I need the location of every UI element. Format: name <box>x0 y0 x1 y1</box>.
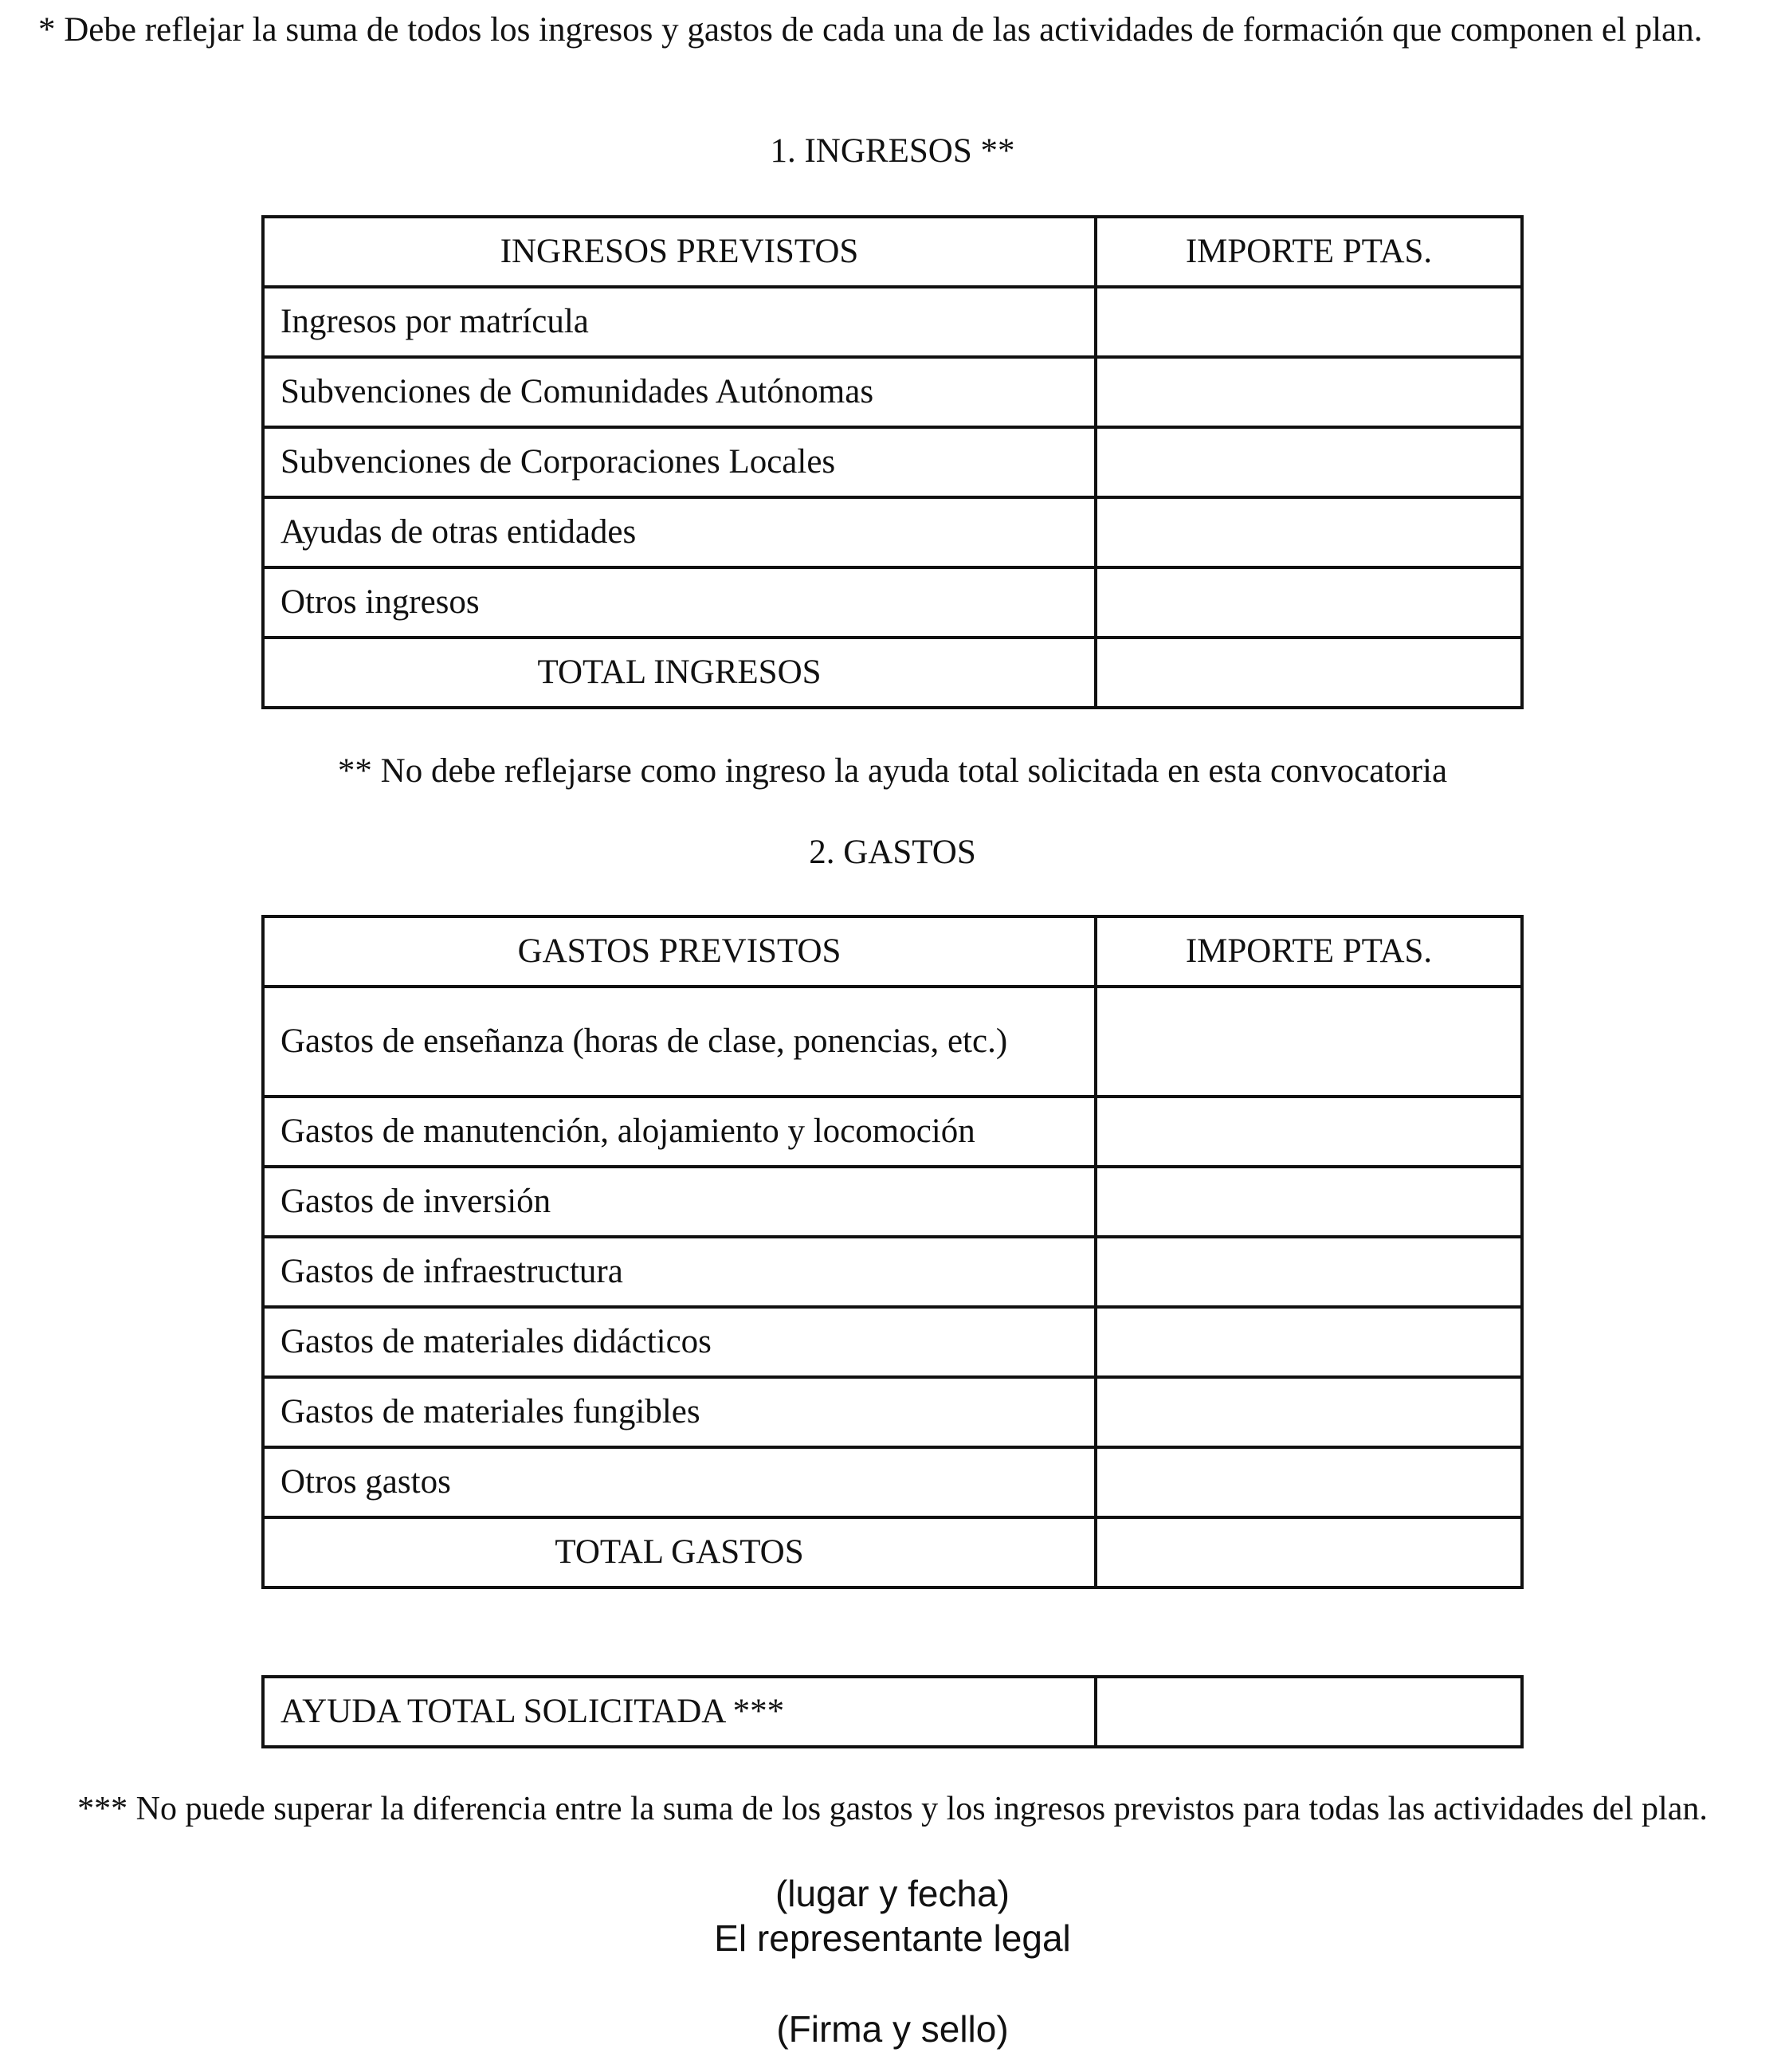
table-row <box>263 567 1522 638</box>
ayuda-row <box>263 1677 1522 1747</box>
table-header-row <box>263 916 1522 987</box>
table-row <box>263 1167 1522 1237</box>
total-row <box>263 1517 1522 1587</box>
column-header-amount: IMPORTE PTAS. <box>1096 217 1522 287</box>
table-row <box>263 1307 1522 1377</box>
table-header-row <box>263 217 1522 287</box>
row-label: Ingresos por matrícula <box>263 287 1096 357</box>
total-gastos-label: TOTAL GASTOS <box>263 1517 1096 1587</box>
amount-field[interactable] <box>1096 1097 1522 1167</box>
column-header-concept: INGRESOS PREVISTOS <box>263 217 1096 287</box>
place-date-line: (lugar y fecha) <box>775 1873 1010 1914</box>
row-label: Gastos de enseñanza (horas de clase, ponencias, etc.) <box>263 987 1096 1097</box>
ingresos-section-title: 1. INGRESOS ** <box>770 132 1015 170</box>
row-label: Ayudas de otras entidades <box>263 497 1096 567</box>
row-label: Gastos de materiales didácticos <box>263 1307 1096 1377</box>
gastos-table <box>261 915 1524 1589</box>
gastos-section-title: 2. GASTOS <box>809 834 976 871</box>
top-footnote: * Debe reflejar la suma de todos los ingresos y gastos de cada una de las actividades de formación que componen el plan. <box>38 11 1703 49</box>
legal-representative-line: El representante legal <box>714 1917 1071 1959</box>
table-row <box>263 497 1522 567</box>
amount-field[interactable] <box>1096 427 1522 497</box>
row-label: Gastos de infraestructura <box>263 1237 1096 1307</box>
amount-field[interactable] <box>1096 987 1522 1097</box>
total-ingresos-label: TOTAL INGRESOS <box>263 638 1096 708</box>
amount-field[interactable] <box>1096 1237 1522 1307</box>
table-row <box>263 287 1522 357</box>
row-label: Gastos de inversión <box>263 1167 1096 1237</box>
ayuda-footnote: *** No puede superar la diferencia entre la suma de los gastos y los ingresos previstos para todas las actividades del plan. <box>77 1791 1708 1827</box>
amount-field[interactable] <box>1096 1307 1522 1377</box>
table-row <box>263 427 1522 497</box>
total-ingresos-field[interactable] <box>1096 638 1522 708</box>
row-label: Subvenciones de Corporaciones Locales <box>263 427 1096 497</box>
row-label: Otros ingresos <box>263 567 1096 638</box>
amount-field[interactable] <box>1096 1447 1522 1517</box>
amount-field[interactable] <box>1096 1167 1522 1237</box>
ayuda-table <box>261 1675 1524 1748</box>
amount-field[interactable] <box>1096 357 1522 427</box>
table-row <box>263 1097 1522 1167</box>
total-gastos-field[interactable] <box>1096 1517 1522 1587</box>
ingresos-footnote: ** No debe reflejarse como ingreso la ayuda total solicitada en esta convocatoria <box>337 752 1448 790</box>
ayuda-total-label: AYUDA TOTAL SOLICITADA *** <box>263 1677 1096 1747</box>
table-row <box>263 1377 1522 1447</box>
amount-field[interactable] <box>1096 287 1522 357</box>
ingresos-table <box>261 215 1524 709</box>
amount-field[interactable] <box>1096 567 1522 638</box>
column-header-concept: GASTOS PREVISTOS <box>263 916 1096 987</box>
amount-field[interactable] <box>1096 497 1522 567</box>
amount-field[interactable] <box>1096 1377 1522 1447</box>
table-row <box>263 1447 1522 1517</box>
column-header-amount: IMPORTE PTAS. <box>1096 916 1522 987</box>
row-label: Gastos de manutención, alojamiento y locomoción <box>263 1097 1096 1167</box>
table-row <box>263 1237 1522 1307</box>
ayuda-total-field[interactable] <box>1096 1677 1522 1747</box>
row-label: Subvenciones de Comunidades Autónomas <box>263 357 1096 427</box>
table-row <box>263 987 1522 1097</box>
signature-stamp-line: (Firma y sello) <box>776 2008 1009 2050</box>
row-label: Otros gastos <box>263 1447 1096 1517</box>
table-row <box>263 357 1522 427</box>
row-label: Gastos de materiales fungibles <box>263 1377 1096 1447</box>
total-row <box>263 638 1522 708</box>
